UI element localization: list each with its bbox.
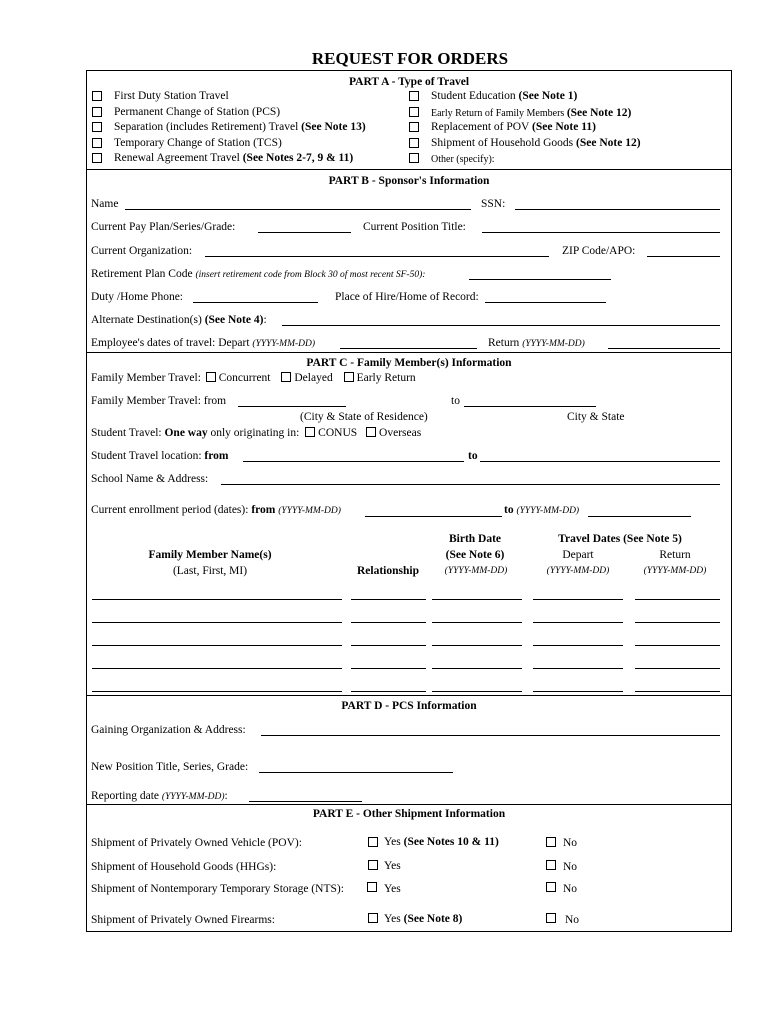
option-renewal: Renewal Agreement Travel (See Notes 2-7, 9 & 11) — [114, 152, 354, 164]
ssn-label: SSN: — [481, 198, 506, 210]
checkbox-overseas[interactable] — [366, 427, 376, 437]
student-location-to-label: to — [468, 450, 478, 462]
organization-field[interactable] — [205, 256, 549, 257]
birth-date-field[interactable] — [432, 599, 522, 600]
birth-date-field[interactable] — [432, 622, 522, 623]
checkbox-other[interactable] — [409, 153, 419, 163]
shipment-nts-label: Shipment of Nontemporary Temporary Storage (NTS): — [91, 883, 344, 895]
new-position-label: New Position Title, Series, Grade: — [91, 761, 249, 773]
depart-field[interactable] — [533, 691, 623, 692]
retirement-label: Retirement Plan Code (insert retirement code from Block 30 of most recent SF-50): — [91, 268, 426, 280]
alt-destination-label: Alternate Destination(s) (See Note 4): — [91, 314, 267, 326]
fm-name-field[interactable] — [92, 599, 342, 600]
fm-name-field[interactable] — [92, 691, 342, 692]
hhg-yes-label: Yes — [384, 860, 401, 872]
firearms-no-label: No — [565, 914, 580, 926]
form-title: REQUEST FOR ORDERS — [311, 49, 509, 68]
gaining-org-field[interactable] — [261, 735, 720, 736]
checkbox-pov-yes[interactable] — [368, 837, 378, 847]
return-field[interactable] — [635, 622, 720, 623]
fm-name-subheader: (Last, First, MI) — [172, 565, 248, 577]
hhg-no-label: No — [563, 861, 578, 873]
nts-no-label: No — [563, 883, 578, 895]
organization-label: Current Organization: — [91, 245, 193, 257]
return-field[interactable] — [635, 668, 720, 669]
fm-name-field[interactable] — [92, 668, 342, 669]
option-first-duty: First Duty Station Travel — [114, 90, 229, 102]
reporting-date-field[interactable] — [249, 801, 362, 802]
zip-label: ZIP Code/APO: — [562, 245, 636, 257]
return-date-field[interactable] — [608, 348, 720, 349]
checkbox-hhg-yes[interactable] — [368, 860, 378, 870]
checkbox-first-duty[interactable] — [92, 91, 102, 101]
checkbox-household-goods[interactable] — [409, 138, 419, 148]
enrollment-to-field[interactable] — [588, 516, 691, 517]
pov-no-label: No — [563, 837, 578, 849]
checkbox-hhg-no[interactable] — [546, 860, 556, 870]
student-location-from-field[interactable] — [243, 461, 464, 462]
pay-plan-field[interactable] — [258, 232, 351, 233]
relationship-field[interactable] — [351, 599, 426, 600]
travel-dates-label: Employee's dates of travel: Depart (YYYY-MM-DD) — [91, 337, 316, 349]
place-of-hire-label: Place of Hire/Home of Record: — [335, 291, 479, 303]
section-divider-b — [86, 169, 732, 170]
depart-date-field[interactable] — [340, 348, 477, 349]
name-field[interactable] — [125, 209, 471, 210]
checkbox-separation[interactable] — [92, 122, 102, 132]
depart-field[interactable] — [533, 668, 623, 669]
birth-date-field[interactable] — [432, 645, 522, 646]
relationship-field[interactable] — [351, 691, 426, 692]
section-divider-e — [86, 804, 732, 805]
nts-yes-label: Yes — [384, 883, 401, 895]
checkbox-renewal[interactable] — [92, 153, 102, 163]
form-frame — [86, 70, 732, 932]
fm-travel-to-field[interactable] — [464, 406, 596, 407]
section-divider-d — [86, 695, 732, 696]
option-separation: Separation (includes Retirement) Travel (See Note 13) — [114, 121, 366, 133]
phone-label: Duty /Home Phone: — [91, 291, 183, 303]
fm-travel-to-label: to — [451, 395, 460, 407]
retirement-field[interactable] — [469, 279, 611, 280]
shipment-pov-label: Shipment of Privately Owned Vehicle (POV): — [91, 837, 302, 849]
birth-date-header: Birth Date — [448, 533, 502, 545]
student-location-label: Student Travel location: from — [91, 450, 229, 462]
part-c-header: PART C - Family Member(s) Information — [306, 357, 512, 369]
return-format: (YYYY-MM-DD) — [643, 566, 707, 576]
phone-field[interactable] — [193, 302, 318, 303]
fm-travel-row: Family Member Travel: Concurrent Delayed Early Return — [91, 372, 416, 384]
travel-dates-header: Travel Dates (See Note 5) — [558, 533, 682, 545]
pov-yes-label: Yes (See Notes 10 & 11) — [384, 836, 499, 848]
ssn-field[interactable] — [515, 209, 720, 210]
checkbox-nts-no[interactable] — [546, 882, 556, 892]
return-field[interactable] — [635, 599, 720, 600]
checkbox-tcs[interactable] — [92, 138, 102, 148]
checkbox-pov-no[interactable] — [546, 837, 556, 847]
shipment-firearms-label: Shipment of Privately Owned Firearms: — [91, 914, 275, 926]
return-header: Return — [659, 549, 691, 561]
relationship-field[interactable] — [351, 622, 426, 623]
zip-field[interactable] — [647, 256, 720, 257]
position-title-field[interactable] — [482, 232, 720, 233]
fm-name-field[interactable] — [92, 622, 342, 623]
part-a-header: PART A - Type of Travel — [348, 76, 470, 88]
fm-travel-from-label: Family Member Travel: from — [91, 395, 227, 407]
name-label: Name — [91, 198, 119, 210]
checkbox-conus[interactable] — [305, 427, 315, 437]
school-field[interactable] — [221, 484, 720, 485]
new-position-field[interactable] — [259, 772, 453, 773]
checkbox-student-education[interactable] — [409, 91, 419, 101]
checkbox-firearms-yes[interactable] — [368, 913, 378, 923]
return-date-label: Return (YYYY-MM-DD) — [488, 337, 585, 349]
checkbox-early-return[interactable] — [409, 107, 419, 117]
alt-destination-field[interactable] — [282, 325, 720, 326]
school-label: School Name & Address: — [91, 473, 209, 485]
checkbox-concurrent[interactable] — [206, 372, 216, 382]
birth-date-format: (YYYY-MM-DD) — [444, 566, 508, 576]
section-divider-c — [86, 352, 732, 353]
part-b-header: PART B - Sponsor's Information — [328, 175, 490, 187]
depart-field[interactable] — [533, 599, 623, 600]
depart-format: (YYYY-MM-DD) — [546, 566, 610, 576]
birth-date-field[interactable] — [432, 691, 522, 692]
checkbox-early-return-fm[interactable] — [344, 372, 354, 382]
birth-date-field[interactable] — [432, 668, 522, 669]
option-replacement-pov: Replacement of POV (See Note 11) — [431, 121, 596, 133]
enrollment-from-field[interactable] — [365, 516, 502, 517]
fm-travel-from-field[interactable] — [238, 406, 346, 407]
depart-field[interactable] — [533, 622, 623, 623]
place-of-hire-field[interactable] — [485, 302, 606, 303]
part-e-header: PART E - Other Shipment Information — [312, 808, 506, 820]
checkbox-nts-yes[interactable] — [367, 882, 377, 892]
option-tcs: Temporary Change of Station (TCS) — [114, 137, 282, 149]
depart-header: Depart — [562, 549, 594, 561]
option-pcs: Permanent Change of Station (PCS) — [114, 106, 281, 118]
fm-name-field[interactable] — [92, 645, 342, 646]
relationship-field[interactable] — [351, 668, 426, 669]
gaining-org-label: Gaining Organization & Address: — [91, 724, 246, 736]
enrollment-label: Current enrollment period (dates): from (YYYY-MM-DD) — [91, 504, 341, 516]
pay-plan-label: Current Pay Plan/Series/Grade: — [91, 221, 236, 233]
part-d-header: PART D - PCS Information — [341, 700, 477, 712]
position-title-label: Current Position Title: — [363, 221, 466, 233]
option-household-goods: Shipment of Household Goods (See Note 12) — [431, 137, 641, 149]
return-field[interactable] — [635, 691, 720, 692]
reporting-date-label: Reporting date (YYYY-MM-DD): — [91, 790, 228, 802]
student-travel-row: Student Travel: One way only originating in: CONUS Overseas — [91, 427, 422, 439]
checkbox-replacement-pov[interactable] — [409, 122, 419, 132]
relationship-header: Relationship — [357, 565, 419, 577]
option-early-return: Early Return of Family Members (See Note 12) — [431, 107, 632, 119]
return-field[interactable] — [635, 645, 720, 646]
city-state-caption: City & State — [567, 411, 625, 423]
option-other: Other (specify): — [431, 154, 495, 165]
relationship-field[interactable] — [351, 645, 426, 646]
checkbox-pcs[interactable] — [92, 107, 102, 117]
shipment-hhg-label: Shipment of Household Goods (HHGs): — [91, 861, 277, 873]
option-student-education: Student Education (See Note 1) — [431, 90, 578, 102]
depart-field[interactable] — [533, 645, 623, 646]
firearms-yes-label: Yes (See Note 8) — [384, 913, 463, 925]
birth-date-note: (See Note 6) — [445, 549, 505, 561]
checkbox-delayed[interactable] — [281, 372, 291, 382]
student-location-to-field[interactable] — [480, 461, 720, 462]
fm-name-header: Family Member Name(s) — [148, 549, 272, 561]
enrollment-to-label: to (YYYY-MM-DD) — [504, 504, 580, 516]
checkbox-firearms-no[interactable] — [546, 913, 556, 923]
city-state-residence-caption: (City & State of Residence) — [300, 411, 428, 423]
